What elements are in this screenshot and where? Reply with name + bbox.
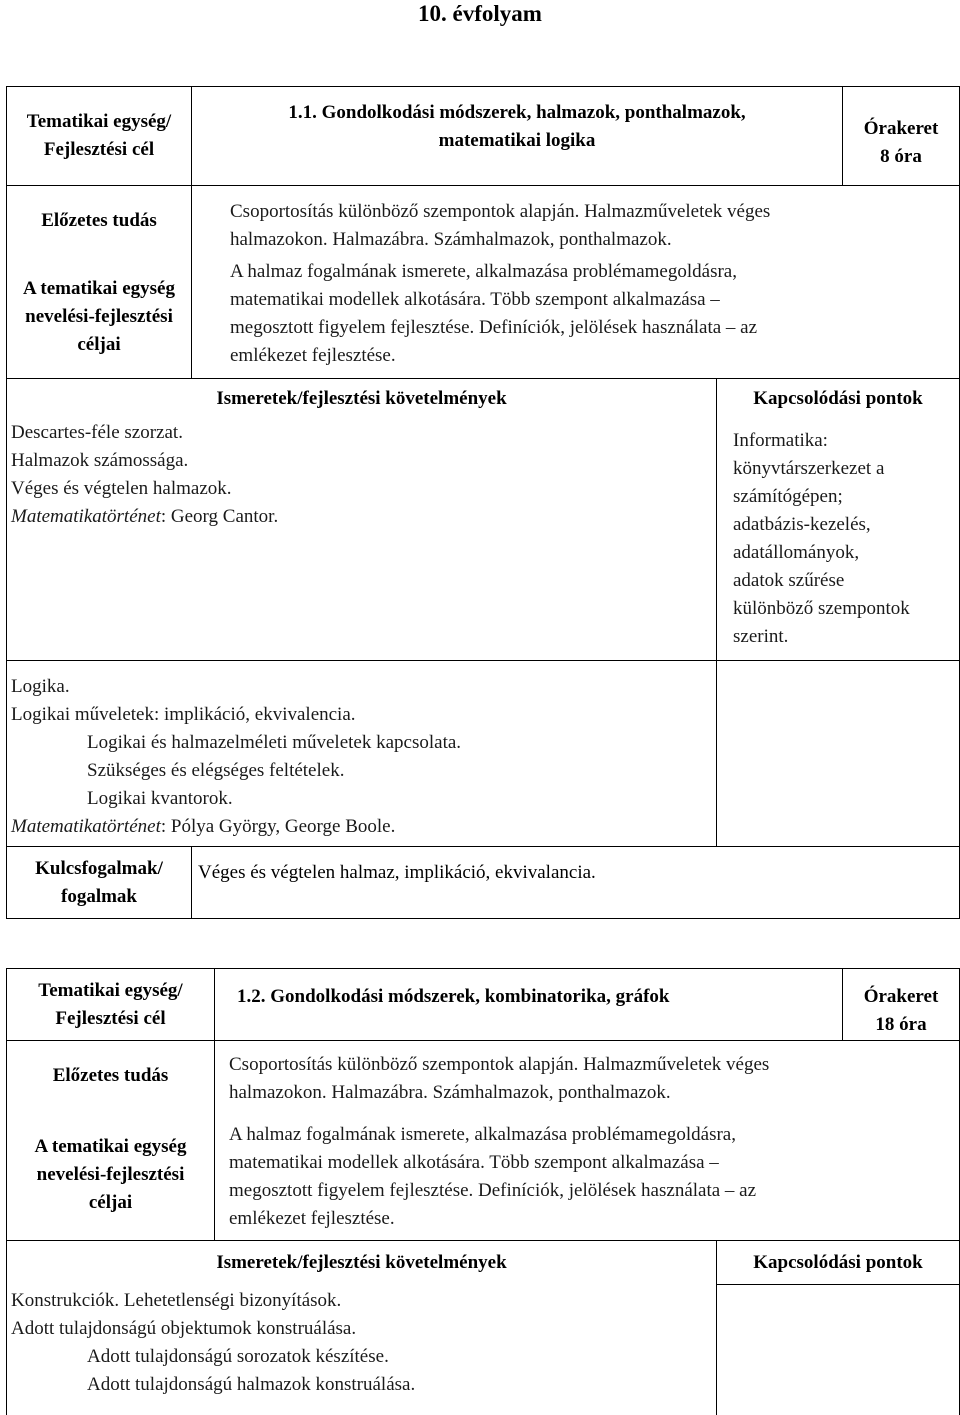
req-line: Logikai műveletek: implikáció, ekvivalencia. xyxy=(11,704,356,725)
key-text-cell xyxy=(192,847,960,919)
goals-label-cell xyxy=(7,256,192,379)
goals-text-cell xyxy=(192,256,960,379)
conn-line: különböző szempontok xyxy=(733,597,910,619)
req-block2-cell xyxy=(7,661,717,847)
prior-line2: halmazokon. Halmazábra. Számhalmazok, ponthalmazok. xyxy=(230,229,672,250)
hours-value: 18 óra xyxy=(875,1014,927,1035)
history-rest: : Georg Cantor. xyxy=(160,505,279,527)
unit-title-cell xyxy=(192,87,843,186)
hours-label: Órakeret xyxy=(863,118,939,139)
goals-line1: A halmaz fogalmának ismerete, alkalmazása problémamegoldásra, xyxy=(230,260,737,282)
goals-line4: emlékezet fejlesztése. xyxy=(230,344,396,366)
prior-label-cell xyxy=(7,1041,215,1111)
req-line: Logika. xyxy=(11,676,70,697)
prior-line1: Csoportosítás különböző szempontok alapján. Halmazműveletek véges xyxy=(230,201,771,222)
goals-label-line2: nevelési-fejlesztési xyxy=(36,1164,185,1186)
prior-label: Előzetes tudás xyxy=(41,209,157,231)
theme-label-line2: Fejlesztési cél xyxy=(43,139,155,160)
req-line: Descartes-féle szorzat. xyxy=(11,421,183,443)
conn-cell xyxy=(717,419,960,661)
unit-table-2 xyxy=(6,968,960,1415)
req-header: Ismeretek/fejlesztési követelmények xyxy=(216,387,507,409)
hours-value: 8 óra xyxy=(880,146,922,167)
hours-cell xyxy=(843,969,960,1041)
conn-line: adatállományok, xyxy=(733,541,860,563)
key-label-line1: Kulcsfogalmak/ xyxy=(35,857,163,879)
prior-line1: Csoportosítás különböző szempontok alapján. Halmazműveletek véges xyxy=(229,1054,770,1075)
goals-label-line3: céljai xyxy=(88,1192,133,1214)
history-rest: : Pólya György, George Boole. xyxy=(160,816,396,837)
theme-label-line2: Fejlesztési cél xyxy=(55,1007,166,1029)
req-header-cell xyxy=(7,379,717,419)
goals-line1: A halmaz fogalmának ismerete, alkalmazása problémamegoldásra, xyxy=(229,1123,736,1145)
goals-label-line3: céljai xyxy=(77,333,121,355)
req-line-indented: Adott tulajdonságú halmazok konstruálása. xyxy=(87,1373,416,1395)
req-line: Konstrukciók. Lehetetlenségi bizonyítások. xyxy=(11,1289,342,1311)
req-line-indented: Logikai kvantorok. xyxy=(87,788,233,809)
unit-table-1 xyxy=(6,86,960,919)
conn-line: adatok szűrése xyxy=(733,569,845,591)
history-line1 xyxy=(11,503,716,531)
goals-line4: emlékezet fejlesztése. xyxy=(229,1207,395,1229)
req-block1-cell xyxy=(7,419,717,661)
goals-text-cell xyxy=(215,1111,960,1241)
conn-line: számítógépen; xyxy=(733,485,843,507)
theme-label-cell xyxy=(7,87,192,186)
req-line-indented: Logikai és halmazelméleti műveletek kapcsolata. xyxy=(87,732,462,753)
theme-label-line1: Tematikai egység/ xyxy=(38,979,183,1001)
conn-header: Kapcsolódási pontok xyxy=(753,1251,923,1273)
conn-header-cell xyxy=(717,379,960,419)
page-title: 10. évfolyam xyxy=(418,1,542,26)
conn-header-cell xyxy=(717,1241,960,1285)
prior-label: Előzetes tudás xyxy=(52,1064,169,1086)
goals-label-line1: A tematikai egység xyxy=(23,277,175,299)
prior-text-cell xyxy=(192,186,960,256)
goals-line3: megosztott figyelem fejlesztése. Definíciók, jelölések használata – az xyxy=(229,1179,757,1201)
goals-label-line1: A tematikai egység xyxy=(34,1136,187,1158)
conn-line: adatbázis-kezelés, xyxy=(733,513,871,535)
req-line: Adott tulajdonságú objektumok konstruálása. xyxy=(11,1317,357,1339)
conn-empty-cell xyxy=(717,661,960,847)
req-header-cell xyxy=(7,1241,717,1285)
hours-label: Órakeret xyxy=(863,986,939,1007)
conn-line: Informatika: xyxy=(733,429,828,451)
req-header: Ismeretek/fejlesztési követelmények xyxy=(216,1251,507,1273)
unit-title-line1: 1.1. Gondolkodási módszerek, halmazok, ponthalmazok, xyxy=(288,102,746,123)
goals-label-line2: nevelési-fejlesztési xyxy=(25,305,173,327)
hours-cell xyxy=(843,87,960,186)
req-line: Véges és végtelen halmazok. xyxy=(11,477,232,499)
key-label-line2: fogalmak xyxy=(61,885,137,907)
key-label-cell xyxy=(7,847,192,919)
req-line-indented: Szükséges és elégséges feltételek. xyxy=(87,760,345,781)
history-line2 xyxy=(11,813,716,841)
goals-line2: matematikai modellek alkotására. Több szempont alkalmazása – xyxy=(229,1151,719,1173)
prior-line2: halmazokon. Halmazábra. Számhalmazok, ponthalmazok. xyxy=(229,1082,671,1103)
conn-line: szerint. xyxy=(733,625,789,647)
prior-label-cell xyxy=(7,186,192,256)
conn-line: könyvtárszerkezet a xyxy=(733,457,885,479)
req-cell xyxy=(7,1285,717,1415)
theme-label-cell xyxy=(7,969,215,1041)
history-label: Matematikatörténet xyxy=(11,816,161,837)
unit-title-cell xyxy=(215,969,843,1041)
goals-line2: matematikai modellek alkotására. Több szempont alkalmazása – xyxy=(230,288,720,310)
goals-line3: megosztott figyelem fejlesztése. Definíciók, jelölések használata – az xyxy=(230,316,758,338)
history-label: Matematikatörténet xyxy=(11,505,161,527)
unit-title-line2: matematikai logika xyxy=(438,130,596,151)
key-text: Véges és végtelen halmaz, implikáció, ekvivalancia. xyxy=(198,862,596,883)
conn-empty-cell xyxy=(717,1285,960,1415)
prior-text-cell xyxy=(215,1041,960,1111)
req-line: Halmazok számossága. xyxy=(11,449,189,471)
req-line-indented: Adott tulajdonságú sorozatok készítése. xyxy=(87,1345,389,1367)
unit-title: 1.2. Gondolkodási módszerek, kombinatorika, gráfok xyxy=(237,986,670,1007)
conn-header: Kapcsolódási pontok xyxy=(753,387,923,409)
theme-label-line1: Tematikai egység/ xyxy=(26,111,172,132)
goals-label-cell xyxy=(7,1111,215,1241)
